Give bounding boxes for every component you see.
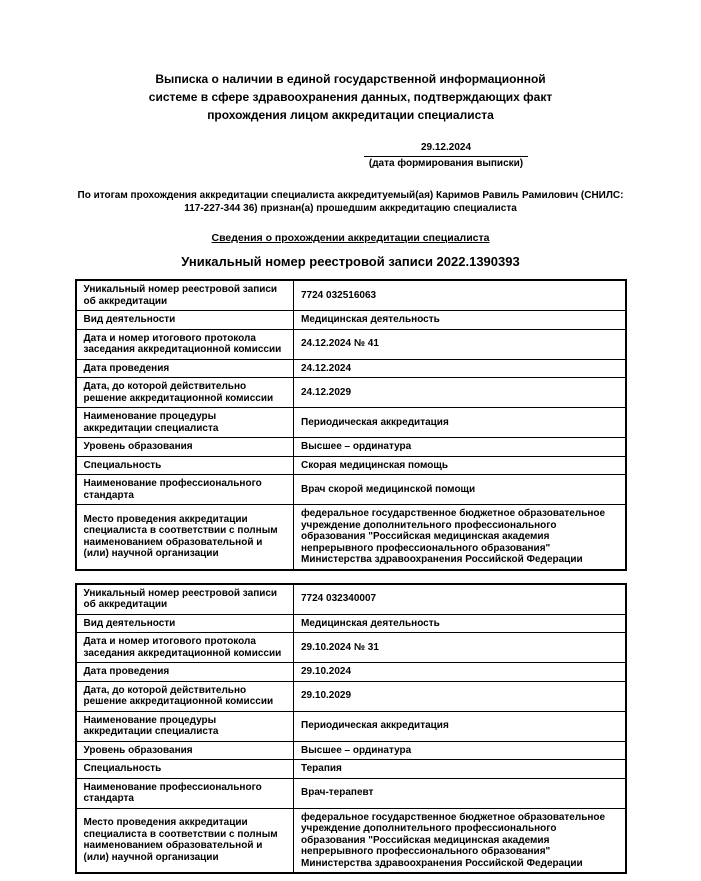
extract-date-value: 29.12.2024 bbox=[364, 142, 528, 157]
row-value: Периодическая аккредитация bbox=[294, 408, 626, 438]
accreditation-table-1 bbox=[75, 279, 627, 571]
table-row bbox=[76, 681, 626, 711]
row-label: Наименование профессионального стандарта bbox=[76, 475, 294, 505]
row-label: Наименование профессионального стандарта bbox=[76, 778, 294, 808]
row-value: Врач скорой медицинской помощи bbox=[294, 475, 626, 505]
row-label: Уникальный номер реестровой записи об аккредитации bbox=[76, 584, 294, 615]
extract-date-caption: (дата формирования выписки) bbox=[368, 158, 524, 169]
table-row bbox=[76, 663, 626, 682]
row-label: Специальность bbox=[76, 456, 294, 475]
row-label: Дата, до которой действительно решение аккредитационной комиссии bbox=[76, 681, 294, 711]
row-label: Место проведения аккредитации специалиста в соответствии с полным наименованием образовательной и (или) научной организации bbox=[76, 808, 294, 873]
table-row bbox=[76, 808, 626, 873]
row-label: Дата проведения bbox=[76, 663, 294, 682]
registry-number-heading: Уникальный номер реестровой записи 2022.1390393 bbox=[181, 254, 520, 269]
table-row bbox=[76, 760, 626, 779]
section-heading: Сведения о прохождении аккредитации специалиста bbox=[211, 232, 490, 244]
row-value: 24.12.2024 № 41 bbox=[294, 329, 626, 359]
table-row bbox=[76, 329, 626, 359]
table-row bbox=[76, 438, 626, 457]
table-row bbox=[76, 584, 626, 615]
row-label: Дата и номер итогового протокола заседания аккредитационной комиссии bbox=[76, 633, 294, 663]
row-label: Специальность bbox=[76, 760, 294, 779]
row-label: Место проведения аккредитации специалиста в соответствии с полным наименованием образовательной и (или) научной организации bbox=[76, 505, 294, 570]
intro-paragraph: По итогам прохождения аккредитации специалиста аккредитуемый(ая) Каримов Равиль Рамилович (СНИЛС: 117-227-344 36) признан(а) прошедшим аккредитацию специалиста bbox=[77, 190, 624, 214]
row-label: Вид деятельности bbox=[76, 311, 294, 330]
row-label: Уникальный номер реестровой записи об аккредитации bbox=[76, 280, 294, 311]
table-row bbox=[76, 614, 626, 633]
extract-date-block bbox=[364, 142, 528, 170]
row-value: 24.12.2029 bbox=[294, 378, 626, 408]
table-row bbox=[76, 378, 626, 408]
row-label: Дата, до которой действительно решение аккредитационной комиссии bbox=[76, 378, 294, 408]
row-label: Уровень образования bbox=[76, 741, 294, 760]
row-value: Врач-терапевт bbox=[294, 778, 626, 808]
accreditation-table-2 bbox=[75, 583, 627, 875]
row-value: Периодическая аккредитация bbox=[294, 711, 626, 741]
document-title bbox=[0, 70, 701, 124]
row-value: федеральное государственное бюджетное образовательное учреждение дополнительного профессионального образования "Российская медицинская академия непрерывного профессионального образования" Министерства здравоохранения Российской Федерации bbox=[294, 808, 626, 873]
row-value: Высшее – ординатура bbox=[294, 741, 626, 760]
row-value: 29.10.2024 bbox=[294, 663, 626, 682]
row-value: 29.10.2024 № 31 bbox=[294, 633, 626, 663]
table-row bbox=[76, 505, 626, 570]
row-value: федеральное государственное бюджетное образовательное учреждение дополнительного профессионального образования "Российская медицинская академия непрерывного профессионального образования" Министерства здравоохранения Российской Федерации bbox=[294, 505, 626, 570]
row-label: Наименование процедуры аккредитации специалиста bbox=[76, 711, 294, 741]
title-line-2: системе в сфере здравоохранения данных, подтверждающих факт bbox=[148, 90, 553, 104]
row-value: 29.10.2029 bbox=[294, 681, 626, 711]
table-row bbox=[76, 456, 626, 475]
row-value: Медицинская деятельность bbox=[294, 614, 626, 633]
row-value: 24.12.2024 bbox=[294, 359, 626, 378]
row-value: Высшее – ординатура bbox=[294, 438, 626, 457]
table-row bbox=[76, 475, 626, 505]
table-row bbox=[76, 408, 626, 438]
row-value: 7724 032340007 bbox=[294, 584, 626, 615]
table-row bbox=[76, 311, 626, 330]
row-value: Скорая медицинская помощь bbox=[294, 456, 626, 475]
row-label: Дата и номер итогового протокола заседания аккредитационной комиссии bbox=[76, 329, 294, 359]
row-label: Уровень образования bbox=[76, 438, 294, 457]
table-row bbox=[76, 359, 626, 378]
table-row bbox=[76, 711, 626, 741]
title-line-3: прохождения лицом аккредитации специалиста bbox=[207, 108, 494, 122]
title-line-1: Выписка о наличии в единой государственной информационной bbox=[155, 72, 546, 86]
table-row bbox=[76, 741, 626, 760]
row-label: Вид деятельности bbox=[76, 614, 294, 633]
table-row bbox=[76, 280, 626, 311]
row-value: Терапия bbox=[294, 760, 626, 779]
row-label: Наименование процедуры аккредитации специалиста bbox=[76, 408, 294, 438]
table-row bbox=[76, 633, 626, 663]
row-label: Дата проведения bbox=[76, 359, 294, 378]
row-value: 7724 032516063 bbox=[294, 280, 626, 311]
table-row bbox=[76, 778, 626, 808]
row-value: Медицинская деятельность bbox=[294, 311, 626, 330]
